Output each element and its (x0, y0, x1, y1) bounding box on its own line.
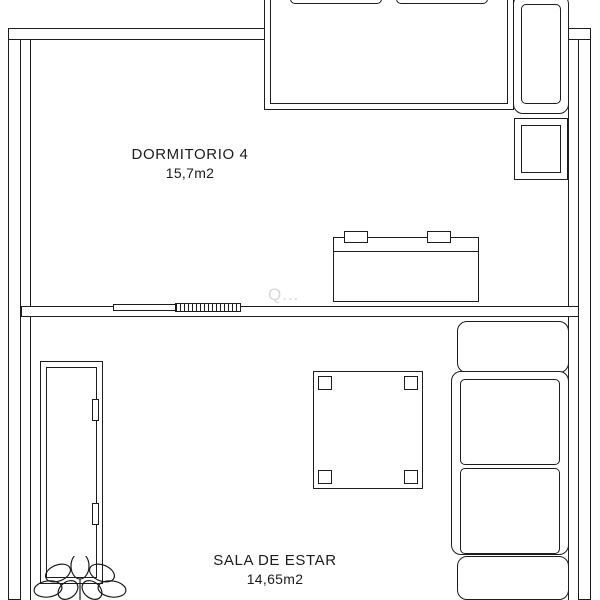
room-name: DORMITORIO 4 (131, 146, 249, 163)
tv-unit-handle-upper (92, 399, 99, 421)
room-area: 15,7m2 (165, 165, 215, 181)
sofa-backrest (457, 321, 569, 373)
armchair-bedroom-cushion (521, 4, 561, 104)
coffee-table-corner-bl (318, 470, 332, 484)
bed-pillow-left (290, 0, 382, 4)
tv-unit-inner (46, 367, 97, 578)
room-name: SALA DE ESTAR (213, 552, 337, 569)
wall-right-outer (578, 28, 591, 600)
room-label-sala-de-estar (185, 551, 365, 589)
sofa-cushion-upper (460, 379, 560, 465)
bed-pillow-right (396, 0, 488, 4)
dresser-bedroom (333, 237, 479, 302)
watermark-text: Q... (268, 285, 300, 304)
door-threshold-hatch (175, 303, 241, 312)
sofa-cushion-lower (460, 468, 560, 554)
room-label-dormitorio-4 (100, 145, 280, 183)
wall-left-outer (8, 28, 21, 600)
sofa-footrest (457, 556, 569, 600)
coffee-table-corner-tr (404, 376, 418, 390)
nightstand-right-inner (521, 125, 561, 173)
coffee-table-corner-br (404, 470, 418, 484)
bed-mattress (270, 0, 508, 104)
dresser-top-edge (333, 251, 479, 252)
room-area: 14,65m2 (246, 571, 304, 587)
wall-left-inner-line (30, 40, 31, 600)
plant-icon (28, 556, 133, 600)
wall-partition-middle (21, 306, 579, 317)
coffee-table-corner-tl (318, 376, 332, 390)
tv-unit-handle-lower (92, 503, 99, 525)
dresser-drawer-left (344, 231, 368, 243)
door-opening-left (113, 304, 179, 311)
dresser-drawer-right (427, 231, 451, 243)
